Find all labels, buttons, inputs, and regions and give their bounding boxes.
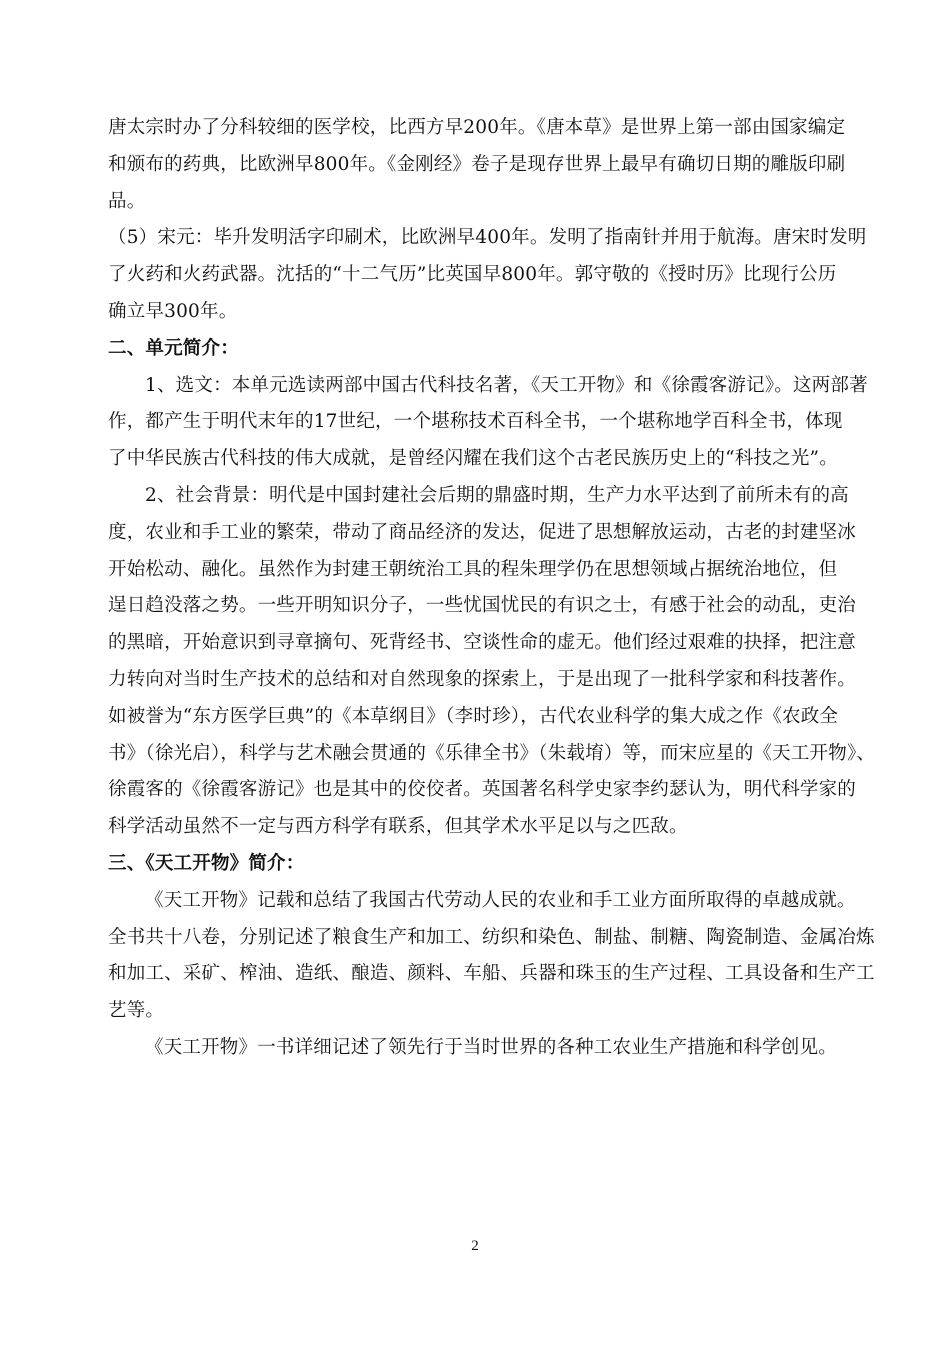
text-line: 1、选文：本单元选读两部中国古代科技名著，《天工开物》和《徐霞客游记》。这两部著: [145, 374, 868, 396]
text-line: 的黑暗，开始意识到寻章摘句、死背经书、空谈性命的虚无。他们经过艰难的抉择，把注意: [108, 632, 857, 654]
text-line: 了火药和火药武器。沈括的“十二气历”比英国早800年。郭守敬的《授时历》比现行公历: [108, 264, 837, 286]
text-line: 全书共十八卷，分别记述了粮食生产和加工、纺织和染色、制盐、制糖、陶瓷制造、金属冶炼: [108, 926, 875, 948]
text-line: 确立早300年。: [108, 300, 238, 322]
text-line: 唐太宗时办了分科较细的医学校，比西方早200年。《唐本草》是世界上第一部由国家编定: [108, 117, 846, 138]
text-line: 作，都产生于明代末年的17世纪，一个堪称技术百科全书，一个堪称地学百科全书，体现: [108, 411, 843, 433]
text-line: 《天工开物》一书详细记述了领先行于当时世界的各种工农业生产措施和科学创见。: [145, 1036, 837, 1058]
page-number: 2: [471, 1238, 479, 1254]
text-line: 开始松动、融化。虽然作为封建王朝统治工具的程朱理学仍在思想领域占据统治地位，但: [108, 558, 838, 580]
text-line: 科学活动虽然不一定与西方科学有联系，但其学术水平足以与之匹敌。: [108, 816, 688, 838]
text-line: （5）宋元：毕升发明活字印刷术，比欧洲早400年。发明了指南针并用于航海。唐宋时发明: [108, 227, 867, 249]
text-line: 徐霞客的《徐霞客游记》也是其中的佼佼者。英国著名科学史家李约瑟认为，明代科学家的: [108, 779, 857, 801]
section-heading-unit-intro: 二、单元简介：: [108, 337, 239, 359]
text-line: 品。: [108, 190, 146, 212]
text-line: 艺等。: [108, 1000, 165, 1022]
text-line: 逞日趋没落之势。一些开明知识分子，一些忧国忧民的有识之士，有感于社会的动乱，吏治: [108, 595, 857, 617]
text-line: 如被誉为“东方医学巨典”的《本草纲目》（李时珍），古代农业科学的集大成之作《农政全: [108, 705, 839, 727]
text-line: 《天工开物》记载和总结了我国古代劳动人民的农业和手工业方面所取得的卓越成就。: [145, 889, 856, 911]
text-line: 和加工、采矿、榨油、造纸、酿造、颜料、车船、兵器和珠玉的生产过程、工具设备和生产工: [108, 963, 875, 985]
text-line: 和颁布的药典，比欧洲早800年。《金刚经》卷子是现存世界上最早有确切日期的雕版印刷: [108, 153, 846, 175]
text-line: 力转向对当时生产技术的总结和对自然现象的探索上，于是出现了一批科学家和科技著作。: [108, 668, 857, 690]
section-heading-tiangong-kaiwu: 三、《天工开物》简介：: [108, 852, 305, 874]
text-line: 了中华民族古代科技的伟大成就，是曾经闪耀在我们这个古老民族历史上的“科技之光”。: [108, 448, 838, 470]
text-line: 度，农业和手工业的繁荣，带动了商品经济的发达，促进了思想解放运动，古老的封建坚冰: [108, 521, 857, 543]
text-line: 2、社会背景：明代是中国封建社会后期的鼎盛时期，生产力水平达到了前所未有的高: [145, 484, 849, 506]
document-body: [108, 110, 876, 1067]
text-line: 书》（徐光启），科学与艺术融会贯通的《乐律全书》（朱载堉）等，而宋应星的《天工开物》、: [108, 742, 876, 764]
